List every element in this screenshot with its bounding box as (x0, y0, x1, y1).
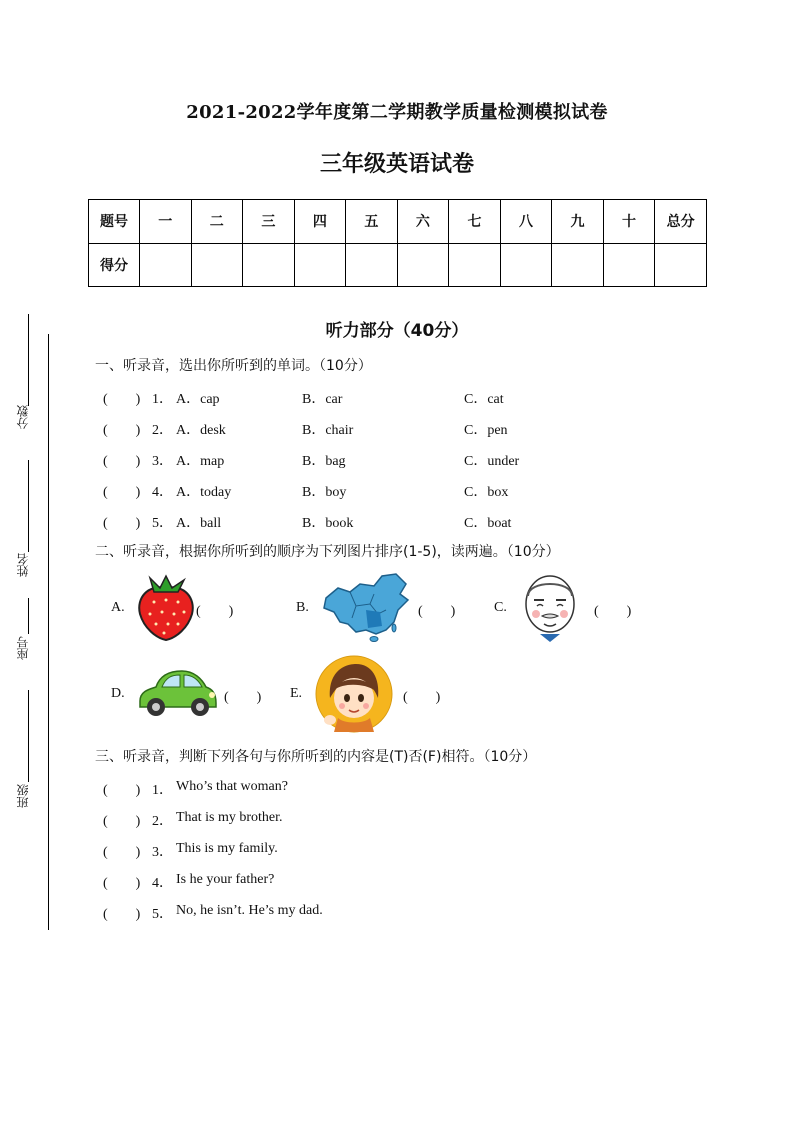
item-number: 4． (152, 876, 173, 891)
binding-line (48, 334, 49, 930)
table-cell: 十 (603, 200, 655, 244)
grandpa-picture (520, 572, 580, 642)
girl-picture (314, 654, 394, 734)
score-input-cell[interactable] (655, 243, 707, 287)
score-input-cell[interactable] (552, 243, 604, 287)
answer-paren[interactable]: ( ) (103, 454, 141, 469)
sentence-text: That is my brother. (176, 810, 283, 825)
option-b: B．chair (302, 423, 354, 438)
exam-title: 2021-2022学年度第二学期教学质量检测模拟试卷 (186, 102, 608, 123)
order-blank-b[interactable]: ( ) (418, 604, 456, 619)
question-2-heading: 二、听录音，根据你所听到的顺序为下列图片排序(1-5)，读两遍。（10分） (95, 544, 560, 560)
option-b: B．car (302, 392, 343, 407)
sentence-text: Who’s that woman? (176, 779, 288, 794)
question-1-heading: 一、听录音，选出你所听到的单词。（10分） (95, 358, 372, 374)
score-input-cell[interactable] (449, 243, 501, 287)
item-number: 2． (152, 423, 173, 438)
picture-label-d: D. (111, 686, 125, 701)
table-cell: 八 (500, 200, 552, 244)
answer-paren[interactable]: ( ) (103, 423, 141, 438)
option-c: C．box (464, 485, 509, 500)
order-blank-a[interactable]: ( ) (196, 604, 234, 619)
score-input-cell[interactable] (397, 243, 449, 287)
order-blank-e[interactable]: ( ) (403, 690, 441, 705)
score-input-cell[interactable] (243, 243, 295, 287)
option-b: B．bag (302, 454, 346, 469)
table-cell: 得分 (89, 243, 140, 287)
table-cell: 七 (449, 200, 501, 244)
score-input-cell[interactable] (500, 243, 552, 287)
answer-paren[interactable]: ( ) (103, 845, 141, 860)
table-cell: 九 (552, 200, 604, 244)
score-input-cell[interactable] (191, 243, 243, 287)
table-cell: 六 (397, 200, 449, 244)
answer-paren[interactable]: ( ) (103, 783, 141, 798)
item-number: 5． (152, 907, 173, 922)
order-blank-d[interactable]: ( ) (224, 690, 262, 705)
question-3-heading: 三、听录音，判断下列各句与你所听到的内容是(T)否(F)相符。（10分） (95, 749, 537, 765)
item-number: 3． (152, 845, 173, 860)
answer-paren[interactable]: ( ) (103, 876, 141, 891)
item-number: 3． (152, 454, 173, 469)
answer-paren[interactable]: ( ) (103, 516, 141, 531)
option-b: B．boy (302, 485, 347, 500)
option-c: C．pen (464, 423, 508, 438)
sentence-text: No, he isn’t. He’s my dad. (176, 903, 323, 918)
sentence-text: This is my family. (176, 841, 278, 856)
option-c: C．under (464, 454, 520, 469)
score-table (88, 199, 707, 287)
side-label-score: 分数 (16, 405, 30, 429)
picture-label-b: B. (296, 600, 309, 615)
table-cell: 总分 (655, 200, 707, 244)
score-input-cell[interactable] (603, 243, 655, 287)
answer-paren[interactable]: ( ) (103, 814, 141, 829)
exam-subtitle: 三年级英语试卷 (319, 152, 474, 177)
table-cell: 四 (294, 200, 346, 244)
fill-line-name (28, 460, 29, 552)
option-a: A．desk (176, 423, 226, 438)
sentence-text: Is he your father? (176, 872, 275, 887)
answer-paren[interactable]: ( ) (103, 392, 141, 407)
item-number: 2． (152, 814, 173, 829)
china-map-picture (320, 570, 412, 642)
picture-label-e: E. (290, 686, 303, 701)
side-label-name: 姓名 (16, 553, 30, 577)
order-blank-c[interactable]: ( ) (594, 604, 632, 619)
option-c: C．cat (464, 392, 504, 407)
option-a: A．cap (176, 392, 220, 407)
table-cell: 题号 (89, 200, 140, 244)
score-table-score-row (89, 243, 707, 287)
picture-label-a: A. (111, 600, 125, 615)
option-a: A．today (176, 485, 232, 500)
side-label-class: 班级 (16, 784, 30, 808)
option-b: B．book (302, 516, 354, 531)
answer-paren[interactable]: ( ) (103, 907, 141, 922)
item-number: 5． (152, 516, 173, 531)
table-cell: 一 (140, 200, 192, 244)
item-number: 1． (152, 783, 173, 798)
picture-label-c: C. (494, 600, 507, 615)
car-picture (136, 665, 218, 720)
score-input-cell[interactable] (140, 243, 192, 287)
table-cell: 二 (191, 200, 243, 244)
table-cell: 五 (346, 200, 398, 244)
option-a: A．ball (176, 516, 222, 531)
section-title: 听力部分（40分） (325, 321, 469, 341)
strawberry-picture (136, 572, 196, 642)
side-label-seat: 座号 (16, 636, 30, 660)
table-cell: 三 (243, 200, 295, 244)
fill-line-seat (28, 598, 29, 634)
item-number: 1． (152, 392, 173, 407)
option-c: C．boat (464, 516, 512, 531)
fill-line-class (28, 690, 29, 782)
score-table-header-row (89, 200, 707, 244)
score-input-cell[interactable] (346, 243, 398, 287)
item-number: 4． (152, 485, 173, 500)
option-a: A．map (176, 454, 225, 469)
answer-paren[interactable]: ( ) (103, 485, 141, 500)
score-input-cell[interactable] (294, 243, 346, 287)
